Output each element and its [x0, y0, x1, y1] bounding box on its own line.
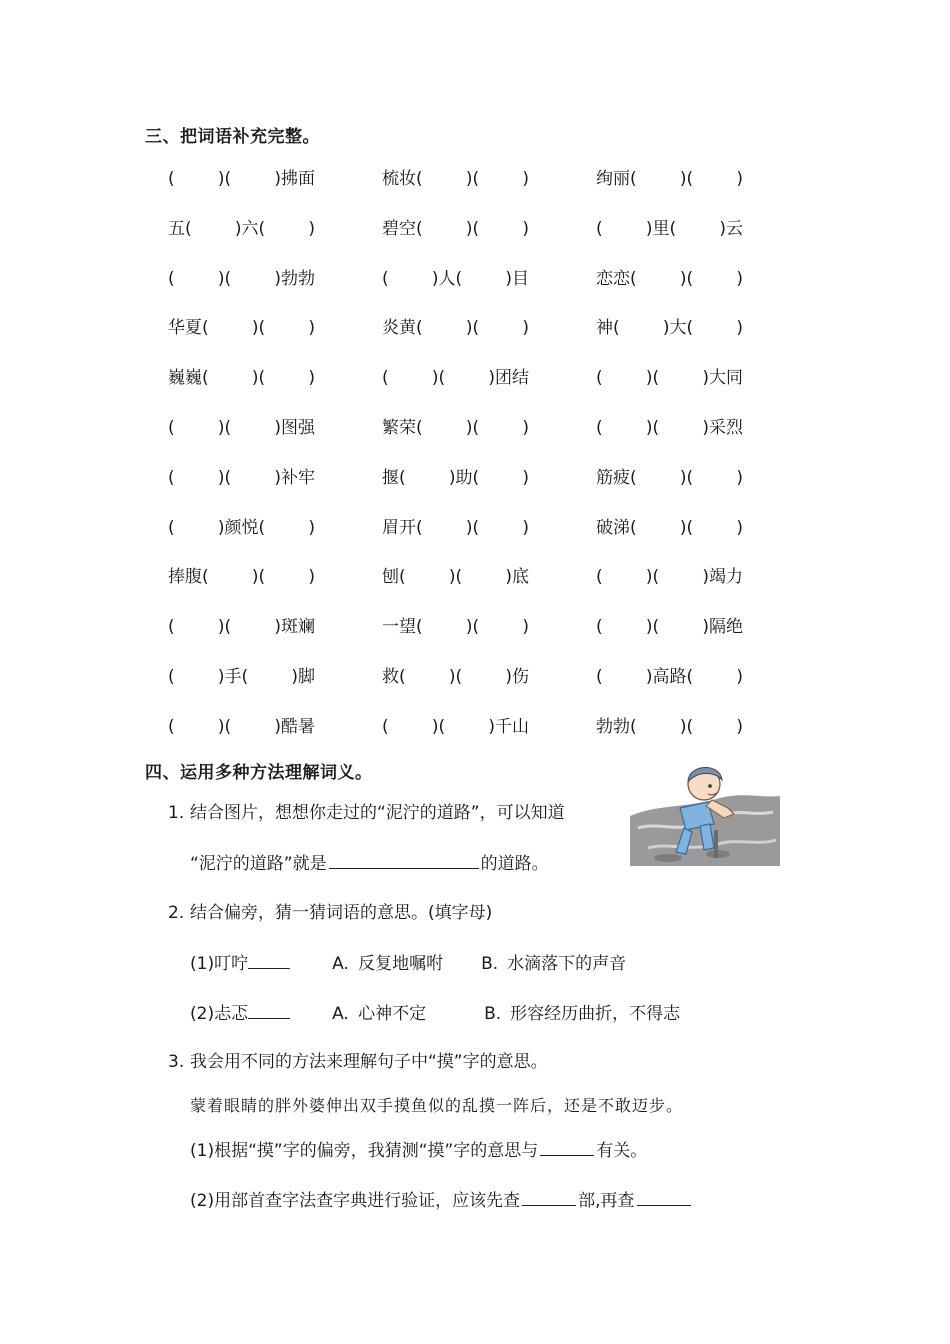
- grid-row: [168, 365, 758, 415]
- word-blank-item: ( )( )竭力: [596, 567, 743, 588]
- word-blank-item: ( )( )拂面: [168, 169, 315, 189]
- grid-row: [168, 564, 758, 614]
- word-blank-item: 刨( )( )底: [382, 567, 529, 588]
- section-3-title: 三、把词语补充完整。: [145, 127, 320, 147]
- question-2-item-2: [190, 1000, 680, 1027]
- question-number: 3.: [168, 1052, 185, 1072]
- question-text: 的道路。: [480, 854, 549, 874]
- word-blank-item: 一望( )( ): [382, 617, 529, 638]
- word-blank-item: ( )( )斑斓: [168, 617, 315, 638]
- word-blank-item: ( )( )千山: [382, 716, 529, 737]
- word-blank-item: 碧空( )( ): [382, 218, 529, 239]
- word-blank-item: 五( )六( ): [168, 218, 315, 239]
- question-2-item-1: [190, 950, 626, 977]
- word-blank-item: 华夏( )( ): [168, 318, 315, 339]
- option-letter: B.: [484, 1004, 502, 1024]
- grid-row: [168, 315, 758, 365]
- word-blank-item: ( )( )勃勃: [168, 268, 315, 289]
- question-1-fill-line: [190, 850, 549, 877]
- word-blank-item: ( )颜悦( ): [168, 517, 315, 538]
- question-3: [168, 1049, 548, 1075]
- answer-blank[interactable]: [540, 1137, 594, 1156]
- grid-row: [168, 714, 758, 764]
- answer-blank[interactable]: [248, 1000, 290, 1019]
- question-text: (2)用部首查字法查字典进行验证，应该先查: [190, 1191, 521, 1211]
- word-blank-item: 揠( )助( ): [382, 467, 529, 488]
- question-text: (1)根据“摸”字的偏旁，我猜测“摸”字的意思与: [190, 1141, 539, 1161]
- boy-walking-in-mud-icon: [628, 758, 780, 868]
- option-letter: A.: [332, 1004, 349, 1024]
- option-text: 水滴落下的声音: [507, 954, 627, 974]
- answer-blank[interactable]: [248, 950, 290, 969]
- question-text: 部,再查: [578, 1191, 635, 1211]
- question-text: 我会用不同的方法来理解句子中“摸”字的意思。: [190, 1052, 548, 1072]
- option-letter: A.: [332, 954, 349, 974]
- grid-row: [168, 515, 758, 565]
- word-blank-item: 筋疲( )( ): [596, 467, 743, 488]
- word-blank-item: 炎黄( )( ): [382, 318, 529, 339]
- word-blank-item: 梳妆( )( ): [382, 169, 529, 189]
- section-4-title: 四、运用多种方法理解词义。: [145, 763, 373, 783]
- question-number: 2.: [168, 903, 185, 923]
- word-blank-item: 繁荣( )( ): [382, 417, 529, 438]
- answer-blank[interactable]: [637, 1187, 691, 1206]
- grid-row: [168, 614, 758, 664]
- word-blank-item: 眉开( )( ): [382, 517, 529, 538]
- word-blank-item: ( )手( )脚: [168, 666, 315, 687]
- word-blank-item: ( )( )酷暑: [168, 716, 315, 737]
- question-3-item-2: [190, 1187, 693, 1214]
- grid-row: [168, 166, 758, 216]
- word-blank-item: ( )( )大同: [596, 368, 743, 389]
- grid-row: [168, 216, 758, 266]
- word-blank-item: ( )里( )云: [596, 218, 743, 239]
- question-text: 结合图片，想想你走过的“泥泞的道路”，可以知道: [190, 803, 565, 823]
- question-text: 有关。: [596, 1141, 648, 1161]
- question-text: 结合偏旁，猜一猜词语的意思。(填字母): [190, 903, 493, 923]
- word-blank-item: 破涕( )( ): [596, 517, 743, 538]
- word-completion-grid: [168, 166, 758, 764]
- item-label: (2)忐忑: [190, 1004, 249, 1024]
- option-text: 形容经历曲折，不得志: [510, 1004, 681, 1024]
- word-blank-item: 神( )大( ): [596, 318, 743, 339]
- option-text: 心神不定: [358, 1004, 427, 1024]
- word-blank-item: ( )( )隔绝: [596, 617, 743, 638]
- word-blank-item: 巍巍( )( ): [168, 368, 315, 389]
- word-blank-item: 救( )( )伤: [382, 666, 529, 687]
- question-3-item-1: [190, 1137, 647, 1164]
- grid-row: [168, 266, 758, 316]
- option-letter: B.: [481, 954, 499, 974]
- word-blank-item: ( )高路( ): [596, 666, 743, 687]
- word-blank-item: 绚丽( )( ): [596, 169, 743, 189]
- word-blank-item: 捧腹( )( ): [168, 567, 315, 588]
- grid-row: [168, 415, 758, 465]
- grid-row: [168, 465, 758, 515]
- word-blank-item: ( )( )补牢: [168, 467, 315, 488]
- question-1: [168, 800, 565, 826]
- item-label: (1)叮咛: [190, 954, 249, 974]
- word-blank-item: 恋恋( )( ): [596, 268, 743, 289]
- word-blank-item: ( )( )采烈: [596, 417, 743, 438]
- question-number: 1.: [168, 803, 185, 823]
- example-sentence: 蒙着眼睛的胖外婆伸出双手摸鱼似的乱摸一阵后，还是不敢迈步。: [190, 1096, 684, 1115]
- option-text: 反复地嘱咐: [358, 954, 444, 974]
- word-blank-item: ( )( )团结: [382, 368, 529, 389]
- word-blank-item: 勃勃( )( ): [596, 716, 743, 737]
- word-blank-item: ( )( )图强: [168, 417, 315, 438]
- answer-blank[interactable]: [329, 850, 479, 869]
- grid-row: [168, 664, 758, 714]
- answer-blank[interactable]: [522, 1187, 576, 1206]
- word-blank-item: ( )人( )目: [382, 268, 529, 289]
- question-text: “泥泞的道路”就是: [190, 854, 327, 874]
- question-2: [168, 900, 492, 926]
